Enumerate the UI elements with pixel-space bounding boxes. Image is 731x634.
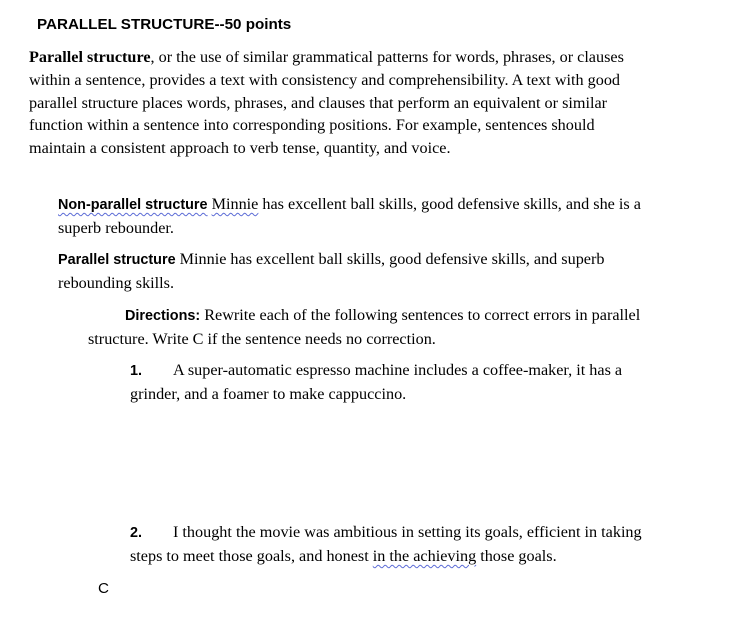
question-text: I thought the movie was ambitious in setting its goals, efficient in taking steps to meet those goals, and honest [130,523,642,565]
intro-paragraph [29,46,649,160]
non-parallel-label: Non-parallel structure [58,197,208,213]
parallel-text: Minnie has excellent ball skills, good defensive skills, and superb rebounding skills. [58,250,605,292]
flagged-phrase: in the achieving [372,546,477,565]
intro-text: , or the use of similar grammatical patterns for words, phrases, or clauses within a sentence, provides a text with consistency and comprehensibility. A text with good parallel structure places words, phrases, and clauses that perform an equivalent or similar function within a sentence into corresponding positions. For example, sentences should maintain a consistent approach to verb tense, quantity, and voice. [29,48,624,158]
intro-term: Parallel structure [29,48,151,66]
question-text-end: those goals. [476,546,557,565]
page-title: PARALLEL STRUCTURE--50 points [37,16,292,33]
directions-text: Rewrite each of the following sentences to correct errors in parallel structure. Write C if the sentence needs no correction. [88,306,641,348]
question-text: A super-automatic espresso machine includes a coffee-maker, it has a grinder, and a foamer to make cappuccino. [130,361,623,403]
question-number: 1. [130,363,143,379]
directions [88,304,648,351]
question-number: 2. [130,525,143,541]
directions-label: Directions: [125,308,201,324]
answer-c: C [98,580,109,597]
example-parallel [58,248,658,295]
question-2 [130,521,670,568]
example-non-parallel [58,193,658,240]
parallel-label: Parallel structure [58,252,176,268]
question-1 [130,359,670,406]
non-parallel-text: has excellent ball skills, good defensive skills, and she is a superb rebounder. [58,195,641,237]
non-parallel-name: Minnie [211,195,259,213]
